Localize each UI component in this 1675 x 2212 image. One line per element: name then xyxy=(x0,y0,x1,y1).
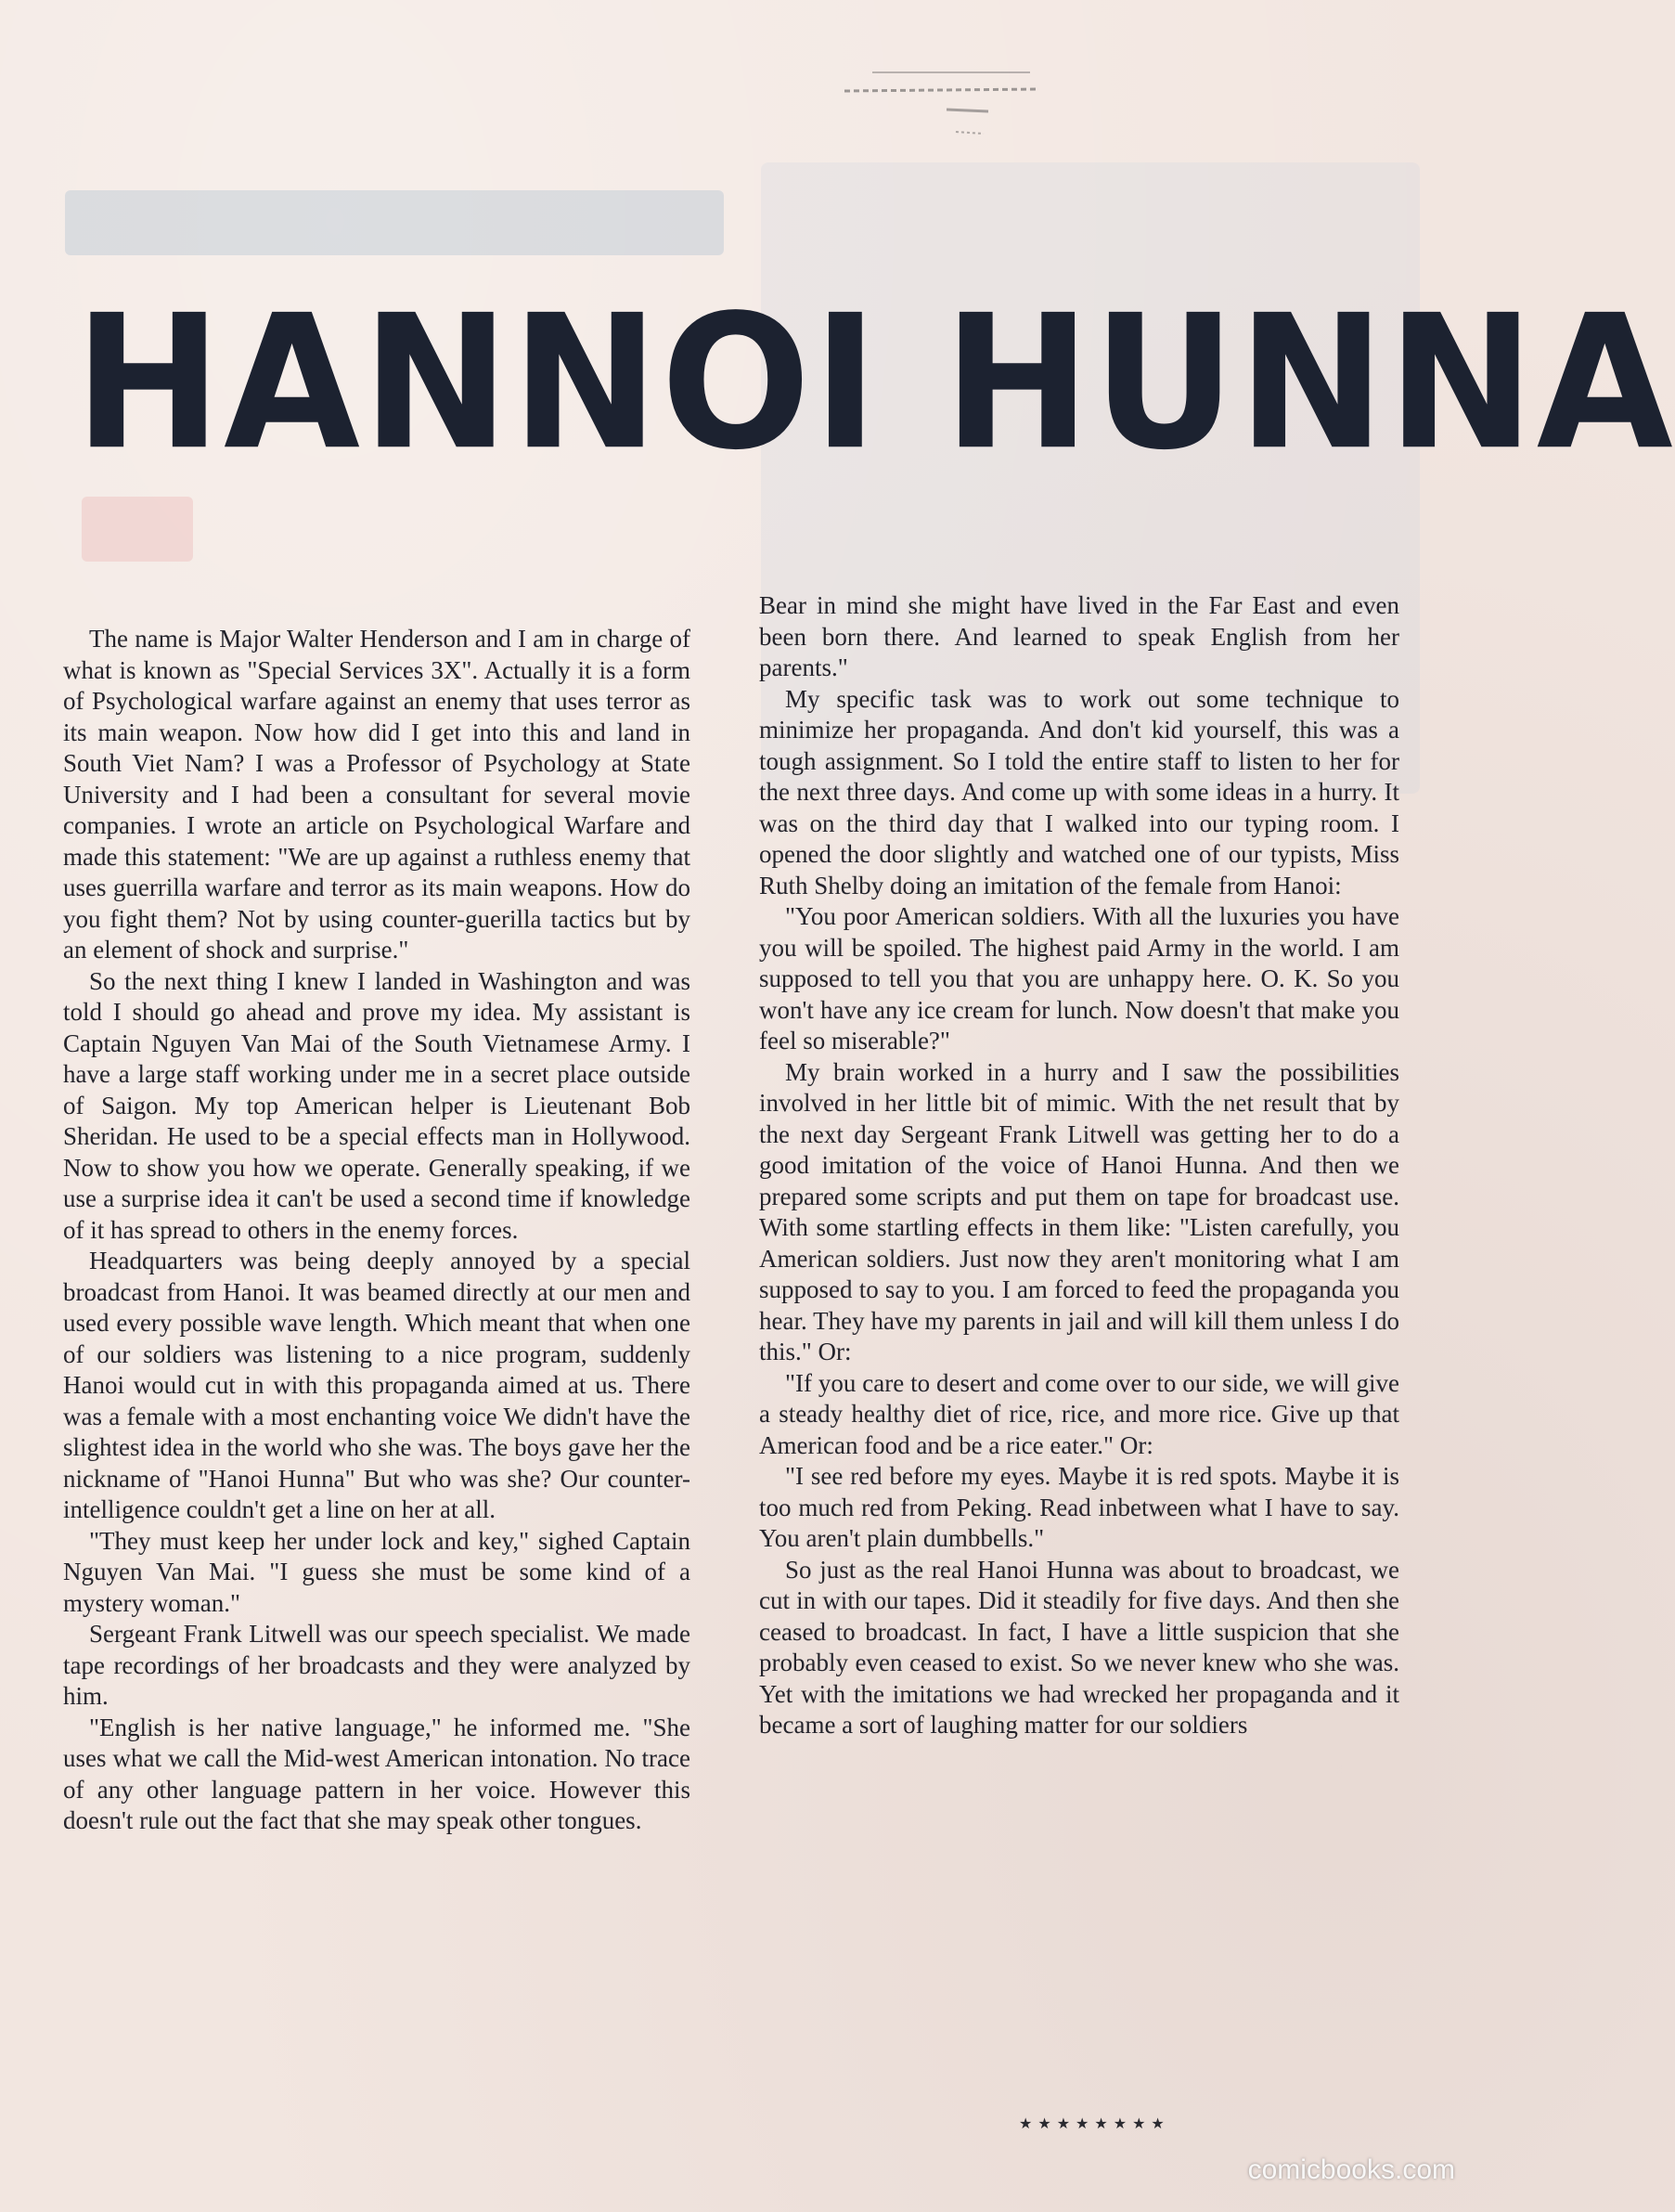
watermark: comicbooks.com xyxy=(1247,2154,1455,2185)
paragraph: "If you care to desert and come over to our side, we will give a steady healthy diet of rice, rice, and more rice. Give up that American food and be a rice eater." Or: xyxy=(759,1368,1399,1459)
paragraph: "You poor American soldiers. With all the luxuries you have you will be spoiled. The highest paid Army in the world. I am supposed to tell you that you are unhappy here. O. K. So you won't have any ice cream for lunch. Now doesn't that make you feel so miserable?" xyxy=(759,902,1399,1054)
paragraph: The name is Major Walter Henderson and I am in charge of what is known as "Special Services 3X". Actually it is a form of Psychological warfare against an enemy that uses terror as its main weapon. Now how did I get into this and land in South Viet Nam? I was a Professor of Psychology at State University and I had been a consultant for several movie companies. I wrote an article on Psychological Warfare and made this statement: "We are up against a ruthless enemy that uses guerrilla warfare and terror as its main weapons. How do you fight them? Not by using counter-guerilla tactics but by an element of shock and surprise." xyxy=(63,625,690,964)
paragraph: Bear in mind she might have lived in the Far East and even been born there. And learned to speak English from her parents." xyxy=(759,591,1399,681)
paragraph: Headquarters was being deeply annoyed by a special broadcast from Hanoi. It was beamed directly at our men and used every possible wave length. Which meant that when one of our soldiers was listening to a nice program, suddenly Hanoi would cut in with this propaganda aimed at us. There was a female with a most enchanting voice We didn't have the slightest idea in the world who she was. The boys gave her the nickname of "Hanoi Hunna" But who was she? Our counter-intelligence couldn't get a line on her at all. xyxy=(63,1247,690,1523)
paragraph: "English is her native language," he informed me. "She uses what we call the Mid-west American intonation. No trace of any other language pattern in her voice. However this doesn't rule out the fact that she may speak other tongues. xyxy=(63,1713,690,1834)
paragraph: So just as the real Hanoi Hunna was about to broadcast, we cut in with our tapes. Did it steadily for five days. And then she ceased to broadcast. In fact, I have a little suspicion that she probably even ceased to exist. So we never knew who she was. Yet with the imitations we had wrecked her propaganda and it became a sort of laughing matter for our soldiers xyxy=(759,1555,1399,1739)
paragraph: My brain worked in a hurry and I saw the possibilities involved in her little bit of mimic. With the net result that by the next day Sergeant Frank Litwell was getting her to do a good imitation of the voice of Hanoi Hunna. And then we prepared some scripts and put them on tape for broadcast use. With some startling effects in them like: "Listen carefully, you American soldiers. Just now they aren't monitoring what I am supposed to say to you. I am forced to feed the propaganda you hear. They have my parents in jail and will kill them unless I do this." Or: xyxy=(759,1057,1399,1365)
paragraph: So the next thing I knew I landed in Washington and was told I should go ahead and prove my idea. My assistant is Captain Nguyen Van Mai of the South Vietnamese Army. I have a large staff working under me in a secret place outside of Saigon. My top American helper is Lieutenant Bob Sheridan. He used to be a special effects man in Hollywood. Now to show you how we operate. Generally speaking, if we use a surprise idea it can't be used a second time if knowledge of it has spread to others in the enemy forces. xyxy=(63,966,690,1244)
paragraph: "They must keep her under lock and key," sighed Captain Nguyen Van Mai. "I guess she must be some kind of a mystery woman." xyxy=(63,1526,690,1617)
article-column-right xyxy=(759,590,1399,1741)
paragraph: My specific task was to work out some technique to minimize her propaganda. And don't kid yourself, this was a tough assignment. So I told the entire staff to listen to her for the next three days. And come up with some ideas in a hurry. It was on the third day that I walked into our typing room. I opened the door slightly and watched one of our typists, Miss Ruth Shelby doing an imitation of the female from Hanoi: xyxy=(759,684,1399,899)
article-column-left xyxy=(63,624,690,1837)
bleed-through-scribble xyxy=(835,65,1049,149)
paragraph: Sergeant Frank Litwell was our speech specialist. We made tape recordings of her broadcasts and they were analyzed by him. xyxy=(63,1620,690,1710)
paragraph: "I see red before my eyes. Maybe it is red spots. Maybe it is too much red from Peking. Read inbetween what I have to say. You aren't plain dumbbells." xyxy=(759,1462,1399,1552)
bleed-through-red xyxy=(82,497,193,562)
article-title: HANNOI HUNNA xyxy=(74,275,1675,491)
end-separator: ★★★★★★★★ xyxy=(1019,2115,1170,2132)
bleed-through-left xyxy=(65,190,724,255)
